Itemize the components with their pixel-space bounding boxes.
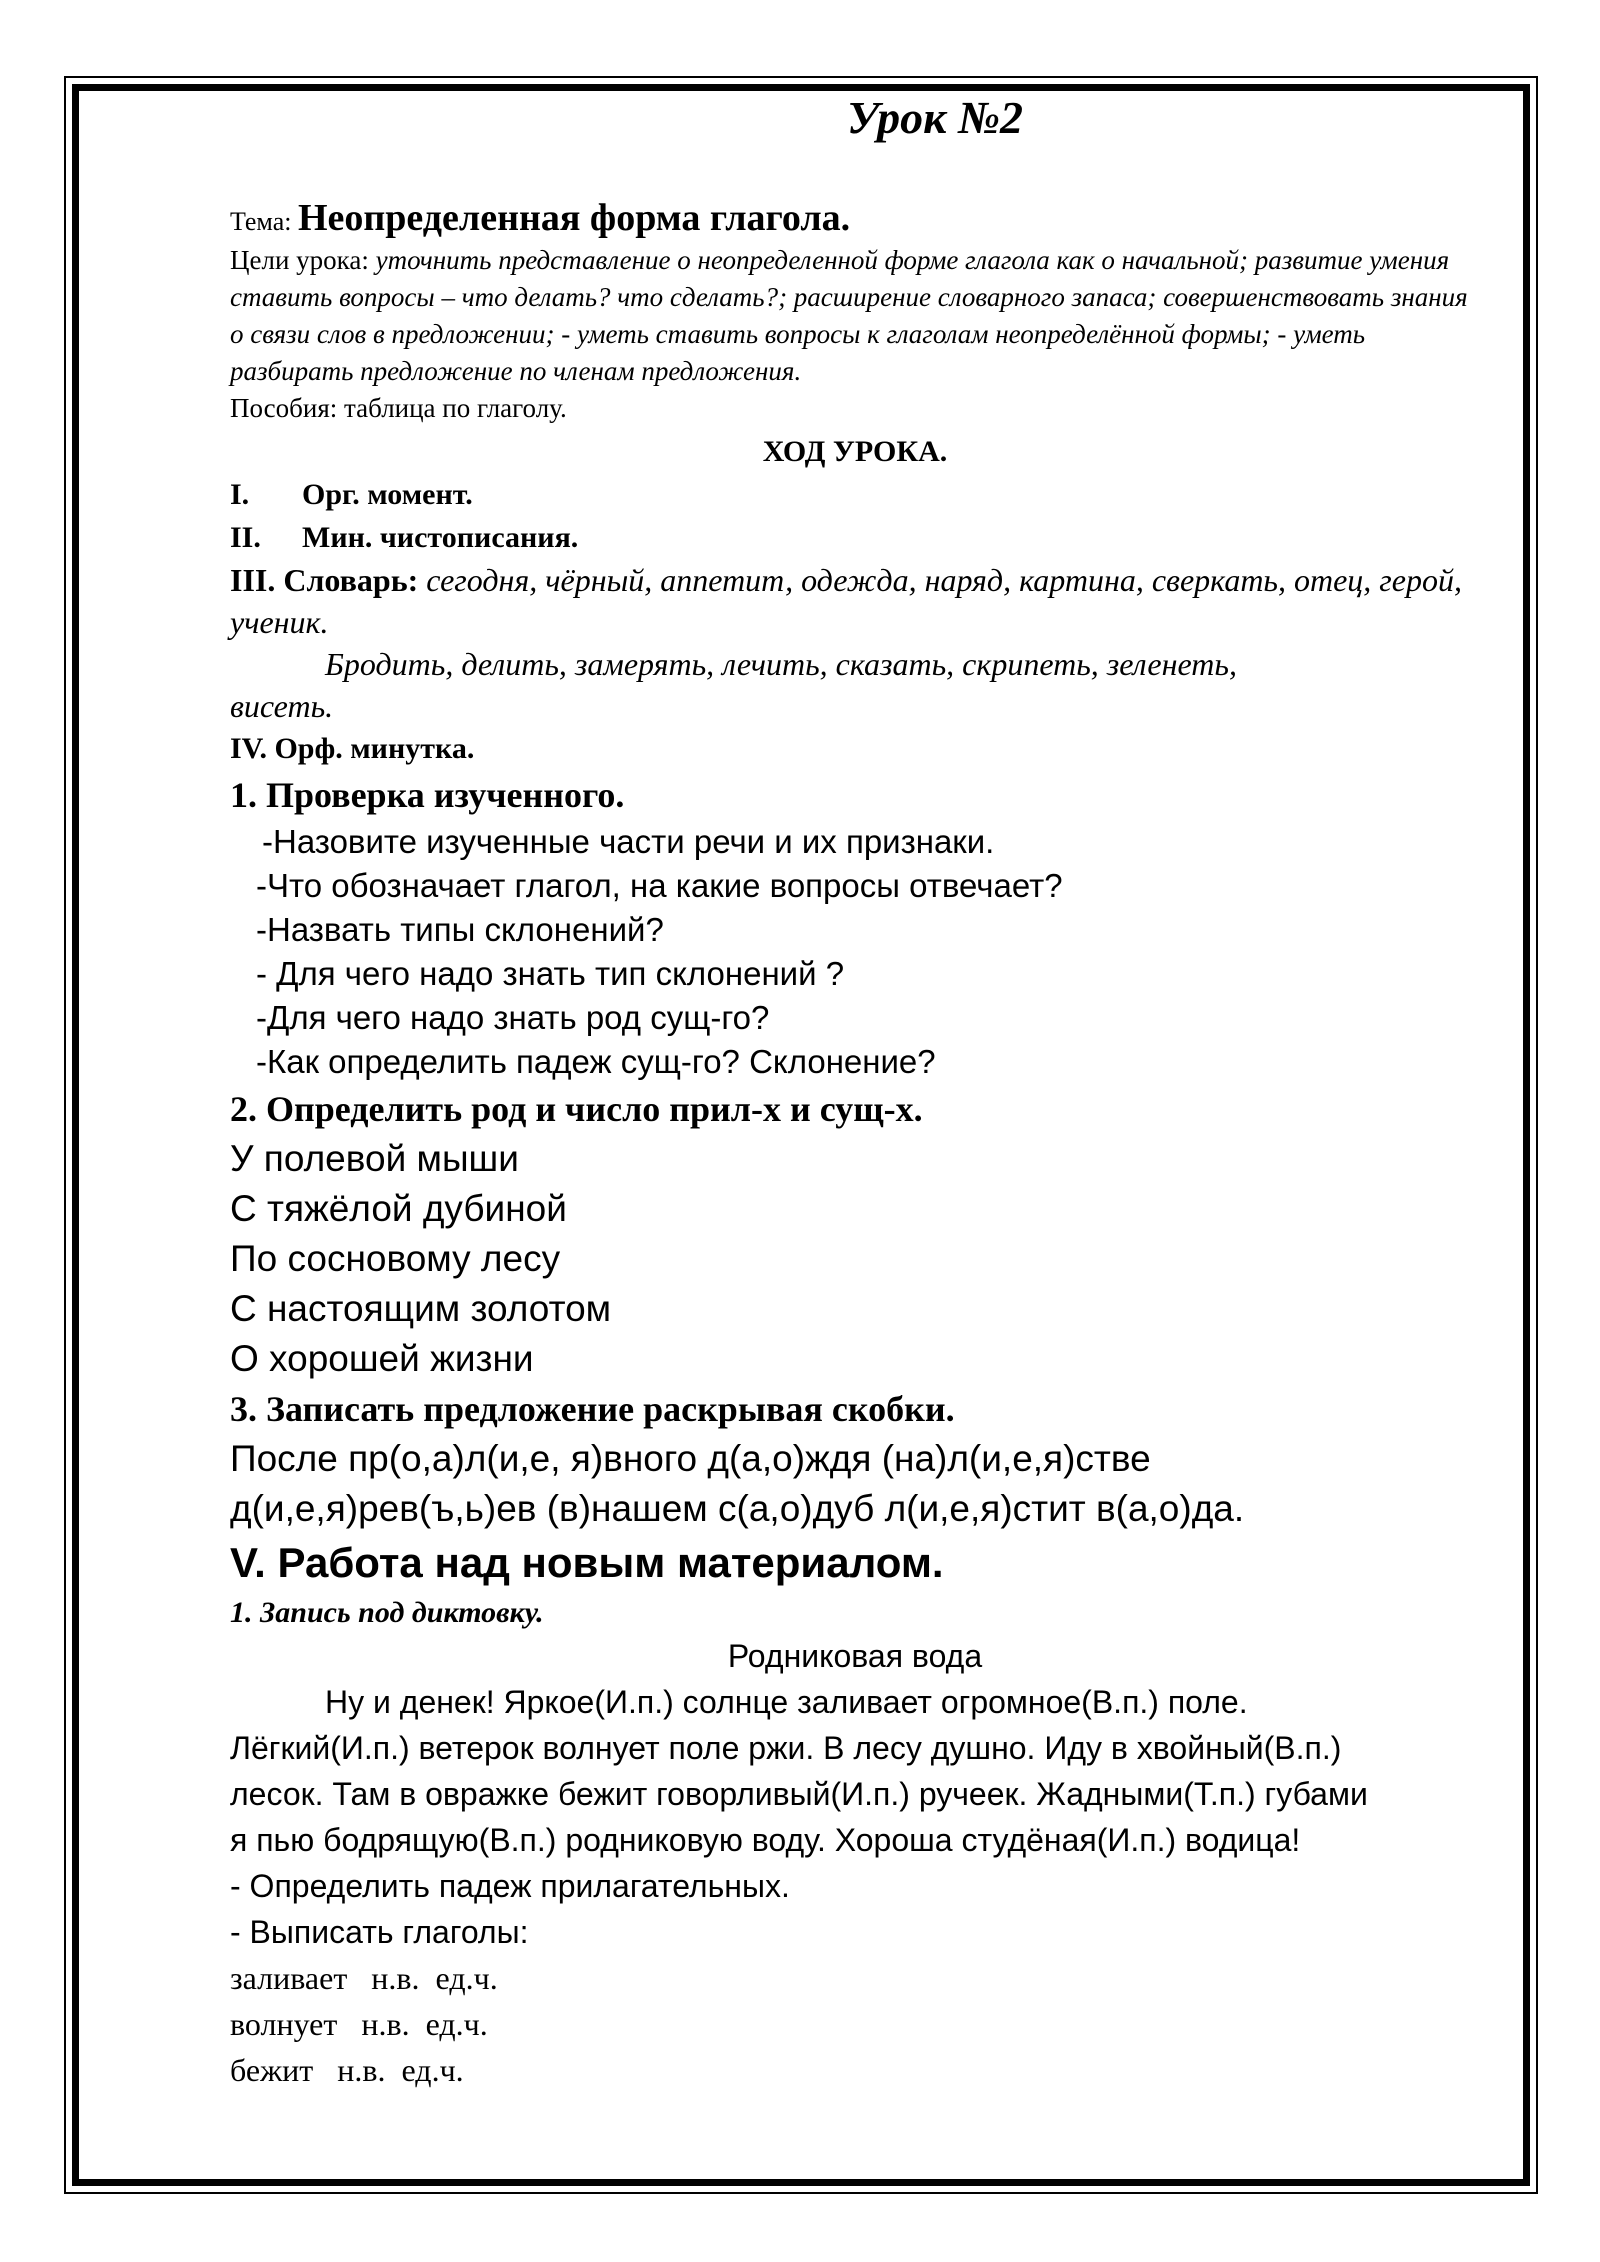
plan-heading: ХОД УРОКА. xyxy=(762,435,948,468)
sentence-line: После пр(о,а)л(и,е, я)вного д(а,о)ждя (на)л(и,е,я)стве xyxy=(230,1438,1151,1479)
dictation-line: лесок. Там в овражке бежит говорливый(И.п.) ручеек. Жадными(Т.п.) губами xyxy=(230,1776,1368,1812)
section-1-title: 1. Проверка изученного. xyxy=(230,775,625,815)
goals-label: Цели урока: xyxy=(230,245,376,275)
stage-number: II. xyxy=(230,521,261,554)
lesson-theme xyxy=(230,198,1480,242)
stage-item xyxy=(230,473,1480,516)
section-2-title: 2. Определить род и число прил-х и сущ-х. xyxy=(230,1089,923,1129)
vocabulary-verbs-line: висеть. xyxy=(230,688,334,724)
dictation-text xyxy=(230,1679,1480,1863)
phrase-item: О хорошей жизни xyxy=(230,1338,534,1379)
theme-label: Тема: xyxy=(230,207,298,236)
question-item: -Как определить падеж сущ-го? Склонение? xyxy=(256,1043,936,1080)
task-item: - Определить падеж прилагательных. xyxy=(230,1868,790,1904)
verb-item: волнует н.в. ед.ч. xyxy=(230,2006,488,2042)
vocabulary-words: сегодня, чёрный, аппетит, одежда, наряд, картина, сверкать, отец, герой, ученик. xyxy=(230,562,1462,640)
vocabulary-verbs-line: Бродить, делить, замерять, лечить, сказать, скрипеть, зеленеть, xyxy=(325,646,1237,682)
phrase-item: С тяжёлой дубиной xyxy=(230,1188,567,1229)
vocabulary-block xyxy=(230,559,1480,727)
goals-text: уточнить представление о неопределенной форме глагола как о начальной; развитие умения ставить вопросы – что делать? что сделать?; расширение словарного запаса; совершенствовать знания о связи слов в предложении; - уметь ставить вопросы к глаголам неопределённой формы; - уметь разбирать предложение по членам предложения. xyxy=(230,245,1468,386)
verb-item: заливает н.в. ед.ч. xyxy=(230,1960,498,1996)
question-item: - Для чего надо знать тип склонений ? xyxy=(256,955,845,992)
lesson-title: Урок №2 xyxy=(846,92,1024,143)
question-item: -Что обозначает глагол, на какие вопросы отвечает? xyxy=(256,867,1063,904)
vocabulary-label: III. Словарь: xyxy=(230,562,419,598)
stage-item xyxy=(230,516,1480,559)
task-item: - Выписать глаголы: xyxy=(230,1914,529,1950)
stage-label: Мин. чистописания. xyxy=(302,521,579,554)
dictation-line: Лёгкий(И.п.) ветерок волнует поле ржи. В лесу душно. Иду в хвойный(В.п.) xyxy=(230,1730,1342,1766)
stage-label: Орг. момент. xyxy=(302,478,473,511)
sentence-line: д(и,е,я)рев(ъ,ь)ев (в)нашем с(а,о)дуб л(и,е,я)стит в(а,о)да. xyxy=(230,1488,1245,1529)
phrase-item: У полевой мыши xyxy=(230,1138,519,1179)
question-item: -Назовите изученные части речи и их признаки. xyxy=(262,823,995,860)
phrase-item: По сосновому лесу xyxy=(230,1238,561,1279)
section-3-title: 3. Записать предложение раскрывая скобки. xyxy=(230,1389,955,1429)
lesson-goals xyxy=(230,242,1480,390)
orf-minute: IV. Орф. минутка. xyxy=(230,732,475,765)
lesson-document xyxy=(230,90,1480,2093)
question-item: -Назвать типы склонений? xyxy=(256,911,664,948)
section-5-title: V. Работа над новым материалом. xyxy=(230,1539,944,1586)
dictation-subtitle: 1. Запись под диктовку. xyxy=(230,1596,544,1629)
theme-text: Неопределенная форма глагола. xyxy=(297,197,851,239)
dictation-line: я пью бодрящую(В.п.) родниковую воду. Хороша студёная(И.п.) водица! xyxy=(230,1822,1301,1858)
lesson-aids: Пособия: таблица по глаголу. xyxy=(230,393,567,423)
verb-item: бежит н.в. ед.ч. xyxy=(230,2052,464,2088)
question-item: -Для чего надо знать род сущ-го? xyxy=(256,999,770,1036)
stage-number: I. xyxy=(230,478,250,511)
phrase-item: С настоящим золотом xyxy=(230,1288,612,1329)
dictation-line: Ну и денек! Яркое(И.п.) солнце заливает огромное(В.п.) поле. xyxy=(325,1684,1248,1720)
dictation-title: Родниковая вода xyxy=(727,1638,983,1674)
